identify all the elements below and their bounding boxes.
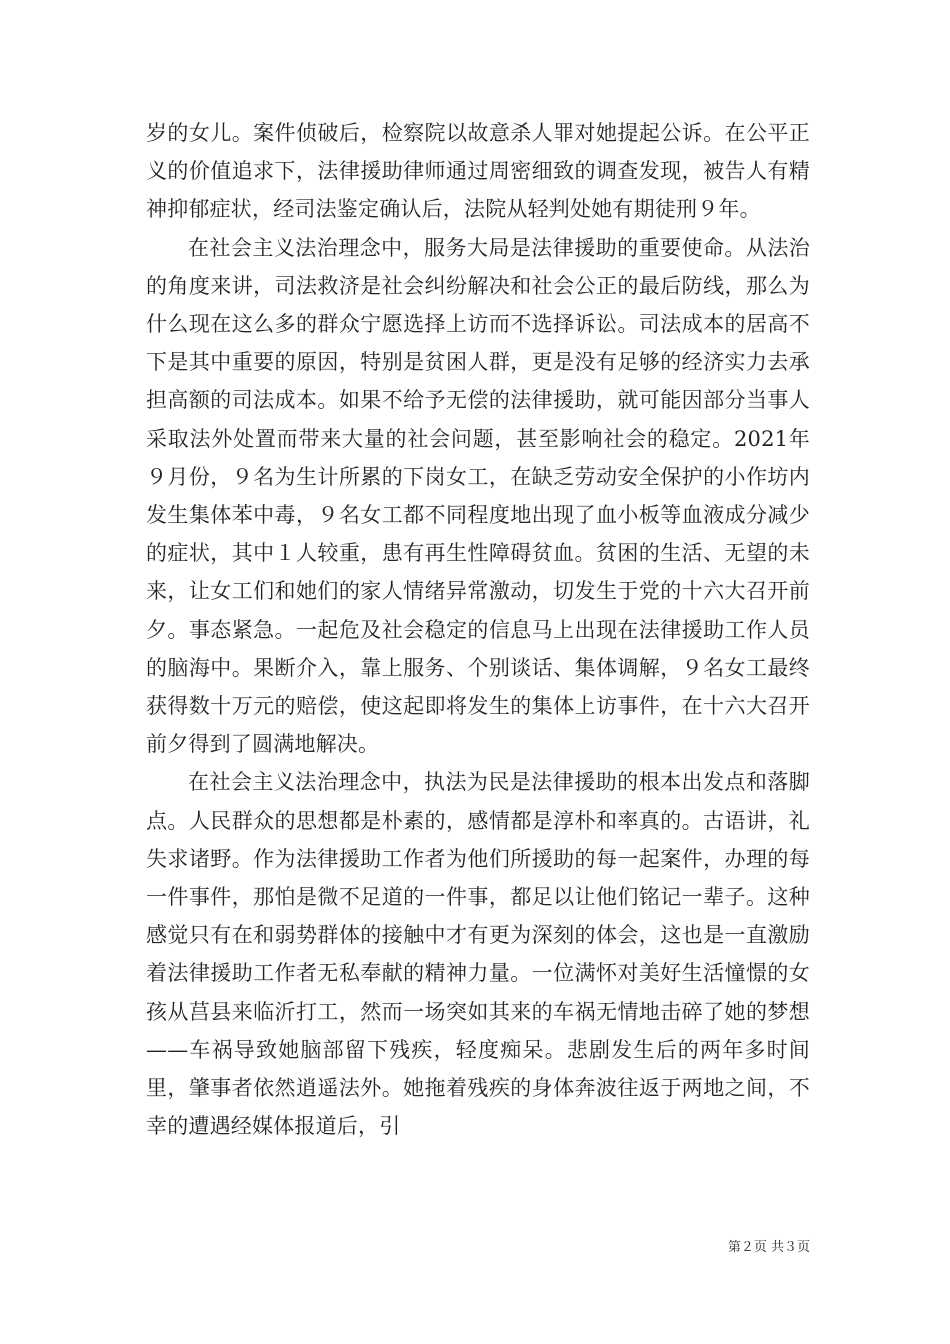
page-number-footer: 第２页 共３页: [727, 1240, 810, 1255]
paragraph-2: 在社会主义法治理念中，服务大局是法律援助的重要使命。从法治的角度来讲，司法救济是社会纠纷解决和社会公正的最后防线，那么为什么现在这么多的群众宁愿选择上访而不选择诉讼。司法成本的居高不下是其中重要的原因，特别是贫困人群，更是没有足够的经济实力去承担高额的司法成本。如果不给予无偿的法律援助，就可能因部分当事人采取法外处置而带来大量的社会问题，甚至影响社会的稳定。2021年９月份，９名为生计所累的下岗女工，在缺乏劳动安全保护的小作坊内发生集体苯中毒，９名女工都不同程度地出现了血小板等血液成分减少的症状，其中１人较重，患有再生性障碍贫血。贫困的生活、无望的未来，让女工们和她们的家人情绪异常激动，切发生于党的十六大召开前夕。事态紧急。一起危及社会稳定的信息马上出现在法律援助工作人员的脑海中。果断介入，靠上服务、个别谈话、集体调解，９名女工最终获得数十万元的赔偿，使这起即将发生的集体上访事件，在十六大召开前夕得到了圆满地解决。: [146, 235, 810, 757]
document-body: [146, 114, 810, 1145]
paragraph-1: 岁的女儿。案件侦破后，检察院以故意杀人罪对她提起公诉。在公平正义的价值追求下，法律援助律师通过周密细致的调查发现，被告人有精神抑郁症状，经司法鉴定确认后，法院从轻判处她有期徒刑９年。: [146, 121, 810, 222]
paragraph-3: 在社会主义法治理念中，执法为民是法律援助的根本出发点和落脚点。人民群众的思想都是朴素的，感情都是淳朴和率真的。古语讲，礼失求诸野。作为法律援助工作者为他们所援助的每一起案件，办理的每一件事件，那怕是微不足道的一件事，都足以让他们铭记一辈子。这种感觉只有在和弱势群体的接触中才有更为深刻的体会，这也是一直激励着法律援助工作者无私奉献的精神力量。一位满怀对美好生活憧憬的女孩从莒县来临沂打工，然而一场突如其来的车祸无情地击碎了她的梦想——车祸导致她脑部留下残疾，轻度痴呆。悲剧发生后的两年多时间里，肇事者依然逍遥法外。她拖着残疾的身体奔波往返于两地之间，不幸的遭遇经媒体报道后，引: [146, 770, 810, 1139]
